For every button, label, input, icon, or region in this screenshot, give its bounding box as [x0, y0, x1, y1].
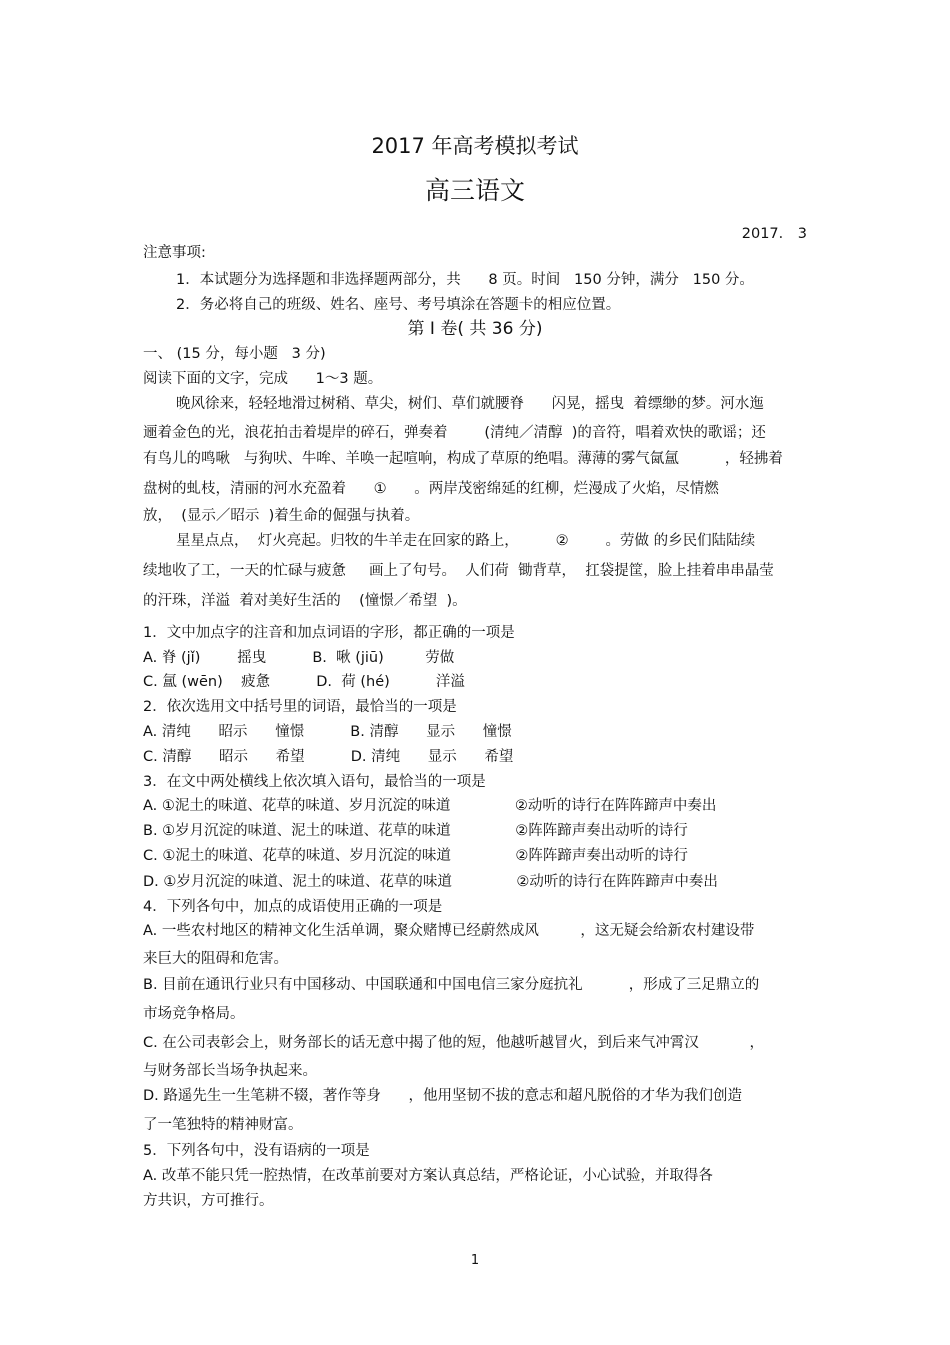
question-3-stem: 3．在文中两处横线上依次填入语句，最恰当的一项是 — [143, 774, 486, 790]
question-3-option-b: B. ①岁月沉淀的味道、泥土的味道、花草的味道 ②阵阵蹄声奏出动听的诗行 — [143, 823, 688, 839]
question-1-stem: 1．文中加点字的注音和加点词语的字形，都正确的一项是 — [143, 625, 515, 641]
question-4-option-c-cont: 与财务部长当场争执起来。 — [143, 1063, 317, 1079]
passage-line: 逦着金色的光，浪花拍击着堤岸的碎石，弹奏着 (清纯／清醇 )的音符，唱着欢快的歌谣；还 — [143, 425, 766, 441]
question-1-options: C. 氲 (wēn) 疲惫 D. 荷 (hé) 洋溢 — [143, 674, 465, 690]
passage-line: 有鸟儿的鸣啾 与狗吠、牛哞、羊唤一起喧响，构成了草原的绝唱。薄薄的雾气氤氲 ，轻拂着 — [143, 451, 783, 467]
question-4-option-d: D. 路遥先生一生笔耕不辍，著作等身 ，他用坚韧不拔的意志和超凡脱俗的才华为我们创造 — [143, 1088, 743, 1104]
question-4-option-b: B. 目前在通讯行业只有中国移动、中国联通和中国电信三家分庭抗礼 ，形成了三足鼎立的 — [143, 977, 760, 993]
question-4-option-b-cont: 市场竞争格局。 — [143, 1006, 245, 1022]
passage-line: 放， (显示／昭示 )着生命的倔强与执着。 — [143, 508, 420, 524]
exam-subject: 高三语文 — [424, 176, 525, 205]
passage-line: 续地收了工，一天的忙碌与疲惫 画上了句号。 人们荷 锄背草， 扛袋提筐，脸上挂着串串晶莹 — [143, 563, 774, 579]
question-5-stem: 5．下列各句中，没有语病的一项是 — [143, 1143, 370, 1159]
exam-date: 2017． 3 — [741, 226, 807, 242]
question-4-option-a-cont: 来巨大的阻碍和危害。 — [143, 951, 288, 967]
question-5-option-a-cont: 方共识，方可推行。 — [143, 1193, 274, 1209]
question-2-options: C. 清醇 昭示 希望 D. 清纯 显示 希望 — [143, 749, 514, 765]
passage-line: 星星点点， 灯火亮起。归牧的牛羊走在回家的路上， ② 。劳做 的乡民们陆陆续 — [176, 533, 756, 549]
passage-line: 晚风徐来，轻轻地滑过树稍、草尖，树们、草们就腰脊 闪晃，摇曳 着缥缈的梦。河水迤 — [176, 396, 764, 412]
question-3-option-a: A. ①泥土的味道、花草的味道、岁月沉淀的味道 ②动听的诗行在阵阵蹄声中奏出 — [143, 798, 717, 814]
passage-line: 的汗珠，洋溢 着对美好生活的 (憧憬／希望 )。 — [143, 593, 467, 609]
question-4-option-c: C. 在公司表彰会上，财务部长的话无意中揭了他的短，他越听越冒火，到后来气冲霄汉 ， — [143, 1035, 765, 1051]
notice-heading: 注意事项: — [143, 245, 206, 261]
notice-item-1: 1．本试题分为选择题和非选择题两部分，共 8 页。时间 150 分钟，满分 150 分。 — [176, 272, 754, 288]
exam-title: 2017 年高考模拟考试 — [371, 134, 579, 158]
question-3-option-d: D. ①岁月沉淀的味道、泥土的味道、花草的味道 ②动听的诗行在阵阵蹄声中奏出 — [143, 874, 718, 890]
question-3-option-c: C. ①泥土的味道、花草的味道、岁月沉淀的味道 ②阵阵蹄声奏出动听的诗行 — [143, 848, 688, 864]
section-heading: 一、 (15 分，每小题 3 分) — [143, 346, 326, 362]
question-2-options: A. 清纯 昭示 憧憬 B. 清醇 显示 憧憬 — [143, 724, 512, 740]
page-number: 1 — [470, 1253, 480, 1268]
question-1-options: A. 脊 (jǐ) 摇曳 B. 啾 (jiū) 劳做 — [143, 650, 455, 666]
question-2-stem: 2．依次选用文中括号里的词语，最恰当的一项是 — [143, 699, 457, 715]
notice-item-2: 2．务必将自己的班级、姓名、座号、考号填涂在答题卡的相应位置。 — [176, 297, 621, 313]
question-5-option-a: A. 改革不能只凭一腔热情，在改革前要对方案认真总结，严格论证，小心试验，并取得各 — [143, 1168, 713, 1184]
passage-line: 盘树的虬枝，清丽的河水充盈着 ① 。两岸茂密绵延的红柳，烂漫成了火焰，尽情燃 — [143, 481, 719, 497]
question-4-option-d-cont: 了一笔独特的精神财富。 — [143, 1117, 303, 1133]
question-4-stem: 4．下列各句中，加点的成语使用正确的一项是 — [143, 899, 443, 915]
volume-title: 第 Ⅰ 卷( 共 36 分) — [407, 319, 543, 339]
section-instruction: 阅读下面的文字，完成 1～3 题。 — [143, 371, 383, 387]
question-4-option-a: A. 一些农村地区的精神文化生活单调，聚众赌博已经蔚然成风 ，这无疑会给新农村建设带 — [143, 923, 755, 939]
